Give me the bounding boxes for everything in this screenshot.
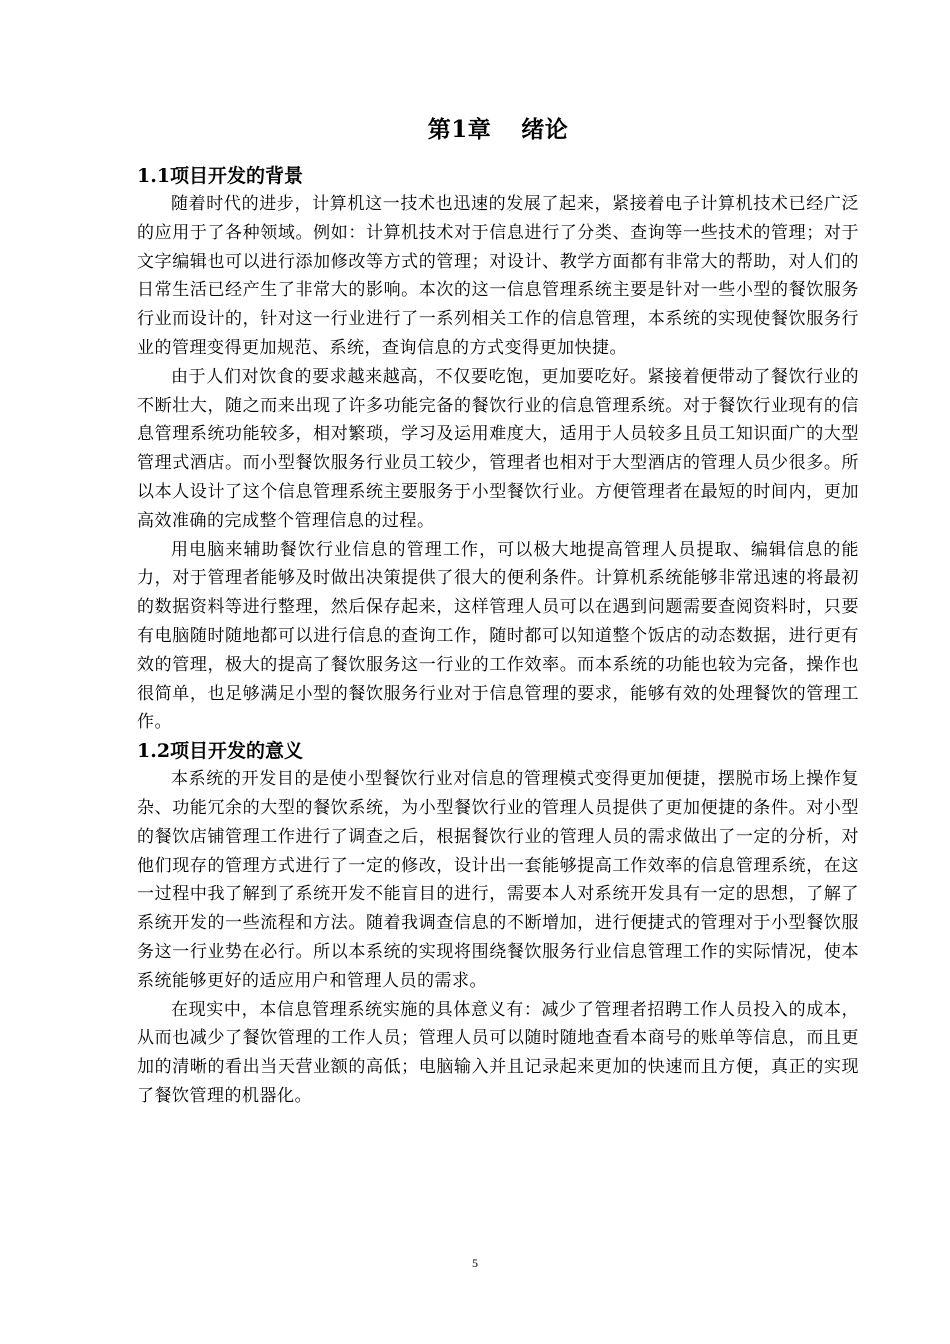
chapter-number: 第1章 (427, 116, 492, 143)
page-number: 5 (472, 1256, 478, 1270)
page-content (137, 110, 859, 1111)
section-background (137, 162, 859, 737)
paragraph: 在现实中，本信息管理系统实施的具体意义有：减少了管理者招聘工作人员投入的成本，从而也减少了餐饮管理的工作人员；管理人员可以随时随地查看本商号的账单等信息，而且更加的清晰的看出当天营业额的高低；电脑输入并且记录起来更加的快速而且方便，真正的实现了餐饮管理的机器化。 (137, 999, 859, 1106)
section-significance (137, 737, 859, 1111)
chapter-title (137, 110, 859, 150)
chapter-name: 绪论 (521, 116, 569, 143)
paragraph: 用电脑来辅助餐饮行业信息的管理工作，可以极大地提高管理人员提取、编辑信息的能力，对于管理者能够及时做出决策提供了很大的便利条件。计算机系统能够非常迅速的将最初的数据资料等进行整理，然后保存起来，这样管理人员可以在遇到问题需要查阅资料时，只要有电脑随时随地都可以进行信息的查询工作，随时都可以知道整个饭店的动态数据，进行更有效的管理，极大的提高了餐饮服务这一行业的工作效率。而本系统的功能也较为完备，操作也很简单，也足够满足小型的餐饮服务行业对于信息管理的要求，能够有效的处理餐饮的管理工作。 (137, 539, 859, 733)
paragraph: 本系统的开发目的是使小型餐饮行业对信息的管理模式变得更加便捷，摆脱市场上操作复杂、功能冗余的大型的餐饮系统，为小型餐饮行业的管理人员提供了更加便捷的条件。对小型的餐饮店铺管理工作进行了调查之后，根据餐饮行业的管理人员的需求做出了一定的分析，对他们现存的管理方式进行了一定的修改，设计出一套能够提高工作效率的信息管理系统，在这一过程中我了解到了系统开发不能盲目的进行，需要本人对系统开发具有一定的思想，了解了系统开发的一些流程和方法。随着我调查信息的不断增加，进行便捷式的管理对于小型餐饮服务这一行业势在必行。所以本系统的实现将围绕餐饮服务行业信息管理工作的实际情况，使本系统能够更好的适应用户和管理人员的需求。 (137, 769, 859, 991)
section-heading: 1.1项目开发的背景 (137, 165, 304, 187)
paragraph: 由于人们对饮食的要求越来越高，不仅要吃饱，更加要吃好。紧接着便带动了餐饮行业的不断壮大，随之而来出现了许多功能完备的餐饮行业的信息管理系统。对于餐饮行业现有的信息管理系统功能较多，相对繁琐，学习及运用难度大，适用于人员较多且员工知识面广的大型管理式酒店。而小型餐饮服务行业员工较少，管理者也相对于大型酒店的管理人员少很多。所以本人设计了这个信息管理系统主要服务于小型餐饮行业。方便管理者在最短的时间内，更加高效准确的完成整个管理信息的过程。 (137, 366, 859, 531)
section-heading: 1.2项目开发的意义 (137, 740, 304, 763)
paragraph: 随着时代的进步，计算机这一技术也迅速的发展了起来，紧接着电子计算机技术已经广泛的应用于了各种领域。例如：计算机技术对于信息进行了分类、查询等一些技术的管理；对于文字编辑也可以进行添加修改等方式的管理；对设计、教学方面都有非常大的帮助，对人们的日常生活已经产生了非常大的影响。本次的这一信息管理系统主要是针对一些小型的餐饮服务行业而设计的，针对这一行业进行了一系列相关工作的信息管理，本系统的实现使餐饮服务行业的管理变得更加规范、系统，查询信息的方式变得更加快捷。 (137, 194, 859, 358)
